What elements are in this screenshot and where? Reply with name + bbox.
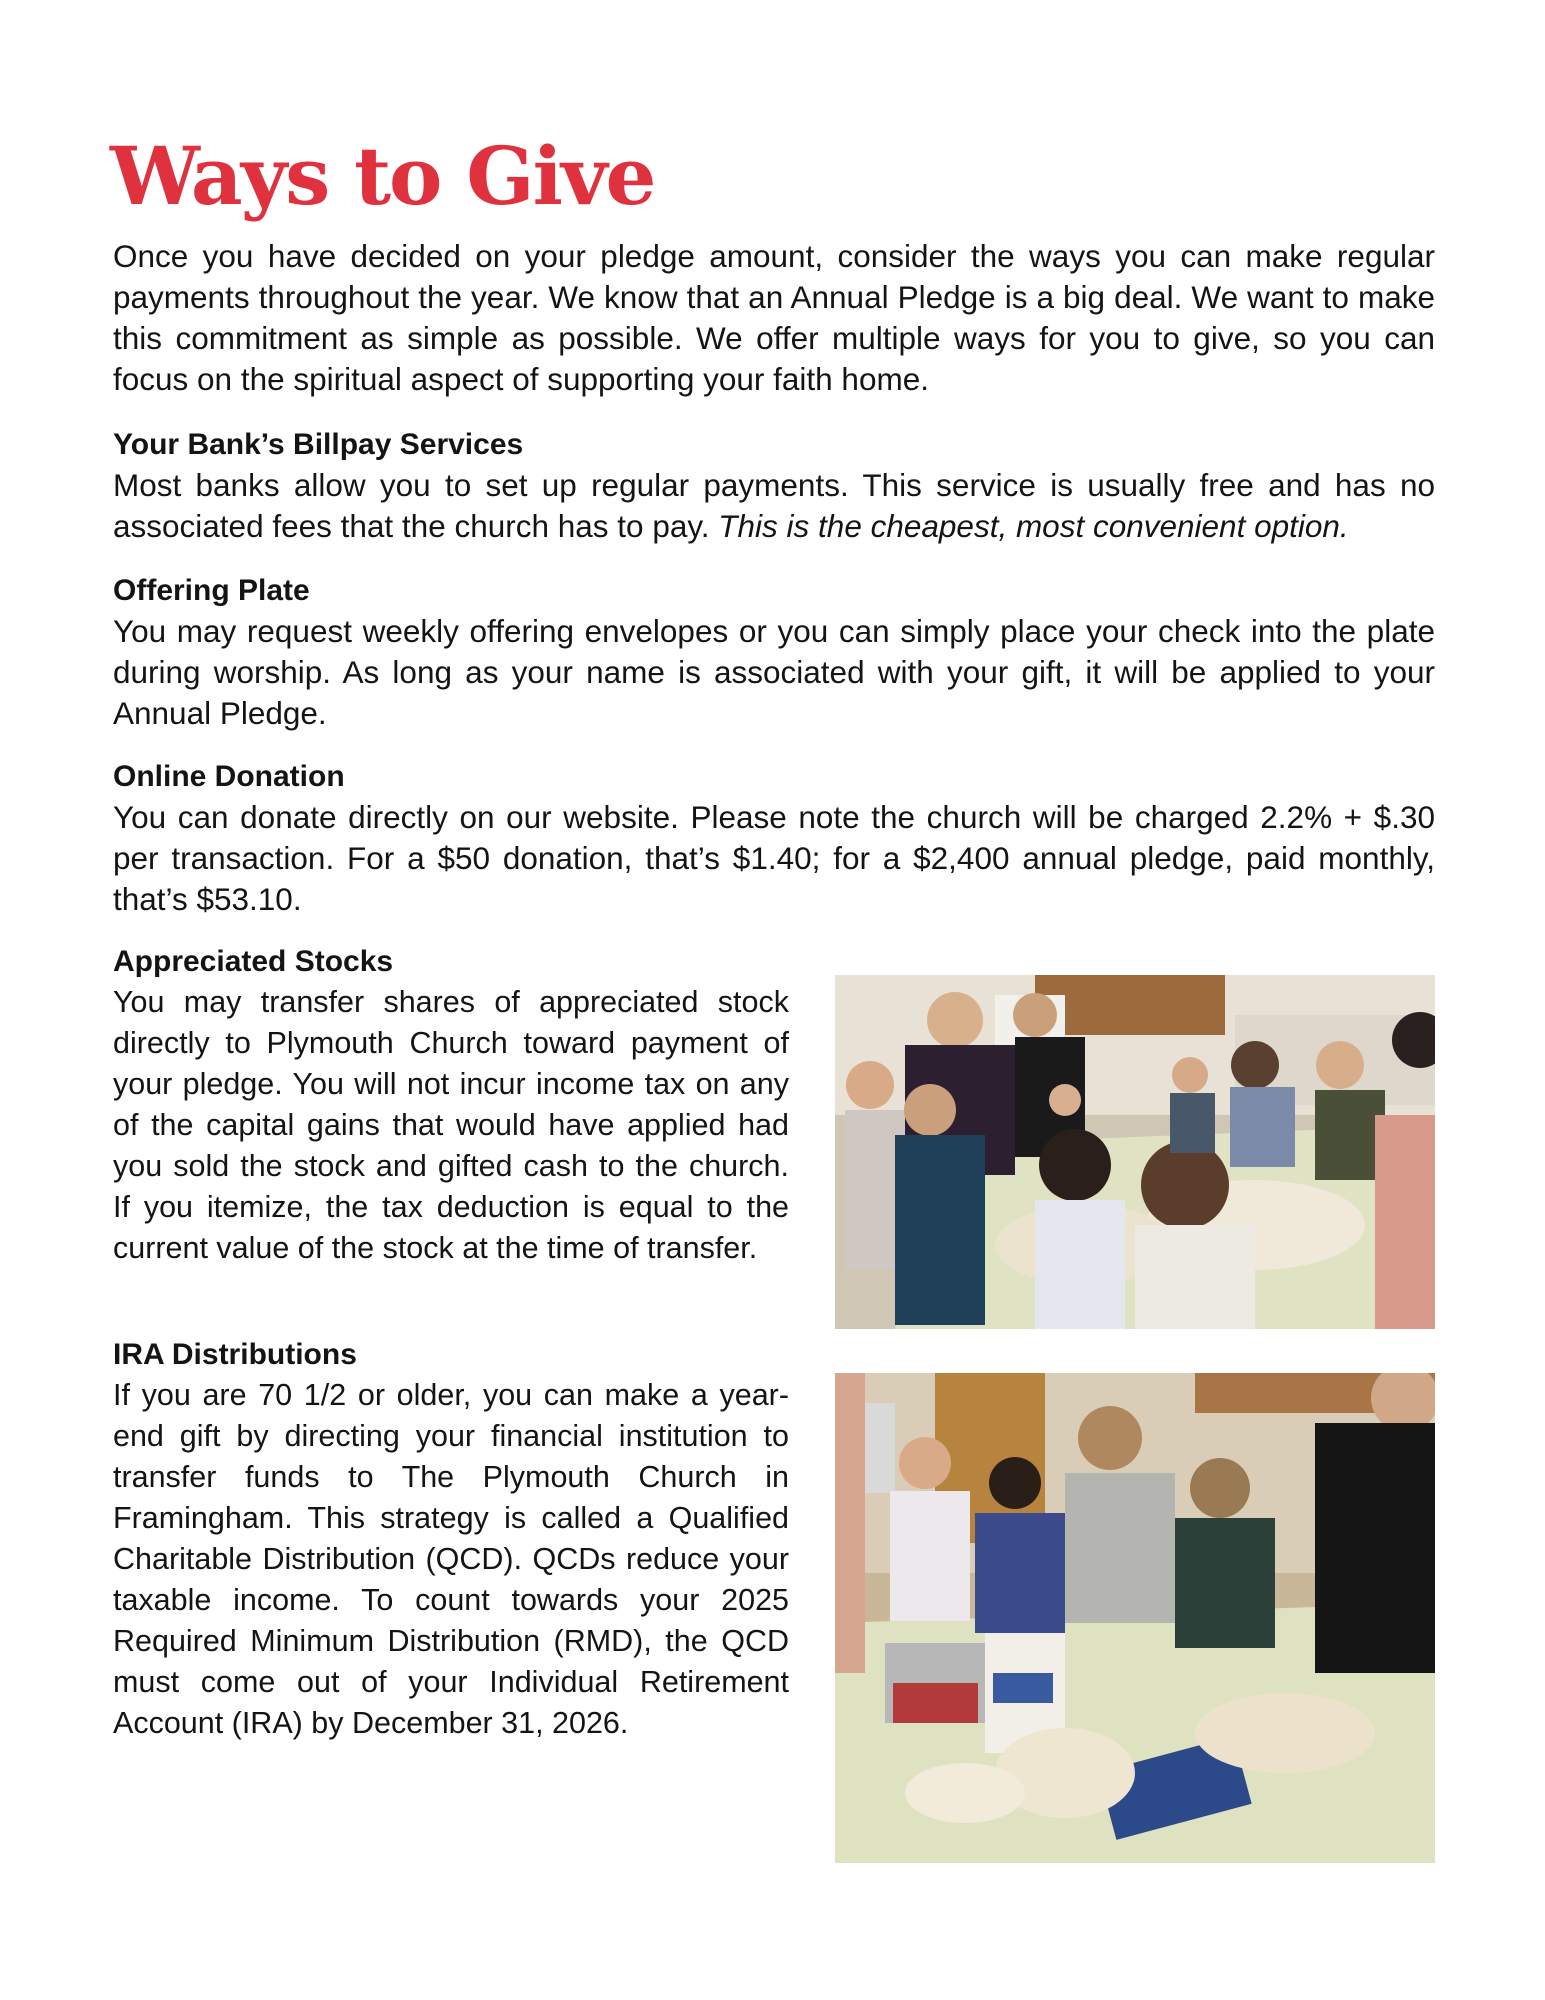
- online-heading: Online Donation: [113, 760, 345, 793]
- section-offering-plate: [113, 570, 1435, 734]
- photo-1-illustration: [835, 975, 1435, 1329]
- ira-body: If you are 70 1/2 or older, you can make a year-end gift by directing your financial institution to transfer funds to The Plymouth Church in Framingham. This strategy is called a Qualified Charitable Distribution (QCD). QCDs reduce your taxable income. To count towards your 2025 Required Minimum Distribution (RMD), the QCD must come out of your Individual Retirement Account (IRA) by December 31, 2026.: [113, 1378, 789, 1740]
- section-ira-distributions: [113, 1334, 789, 1744]
- photo-kids-kneading-dough: [835, 1373, 1435, 1863]
- section-appreciated-stocks: [113, 941, 789, 1269]
- stocks-heading: Appreciated Stocks: [113, 945, 394, 978]
- section-online-donation: [113, 756, 1435, 920]
- ira-heading: IRA Distributions: [113, 1338, 357, 1371]
- page-title: Ways to Give: [110, 129, 655, 223]
- offering-body: You may request weekly offering envelopes or you can simply place your check into the plate during worship. As long as your name is associated with your gift, it will be applied to your Annual Pledge.: [113, 613, 1435, 731]
- billpay-text: Most banks allow you to set up regular payments. This service is usually free and has no associated fees that the church has to pay.: [113, 467, 1435, 544]
- photo-2-illustration: [835, 1373, 1435, 1863]
- intro-paragraph: Once you have decided on your pledge amount, consider the ways you can make regular payments throughout the year. We know that an Annual Pledge is a big deal. We want to make this commitment as simple as possible. We offer multiple ways for you to give, so you can focus on the spiritual aspect of supporting your faith home.: [113, 238, 1435, 397]
- stocks-body: You may transfer shares of appreciated stock directly to Plymouth Church toward payment of your pledge. You will not incur income tax on any of the capital gains that would have applied had you sold the stock and gifted cash to the church. If you itemize, the tax deduction is equal to the current value of the stock at the time of transfer.: [113, 985, 789, 1265]
- section-billpay: [113, 424, 1435, 547]
- billpay-heading: Your Bank’s Billpay Services: [113, 428, 524, 461]
- offering-heading: Offering Plate: [113, 574, 310, 607]
- photo-kids-baking-kitchen: [835, 975, 1435, 1329]
- billpay-body: [113, 465, 1435, 547]
- online-body: You can donate directly on our website. Please note the church will be charged 2.2% + $.30 per transaction. For a $50 donation, that’s $1.40; for a $2,400 annual pledge, paid monthly, that’s $53.10.: [113, 799, 1435, 917]
- billpay-emphasis: This is the cheapest, most convenient option.: [718, 508, 1349, 544]
